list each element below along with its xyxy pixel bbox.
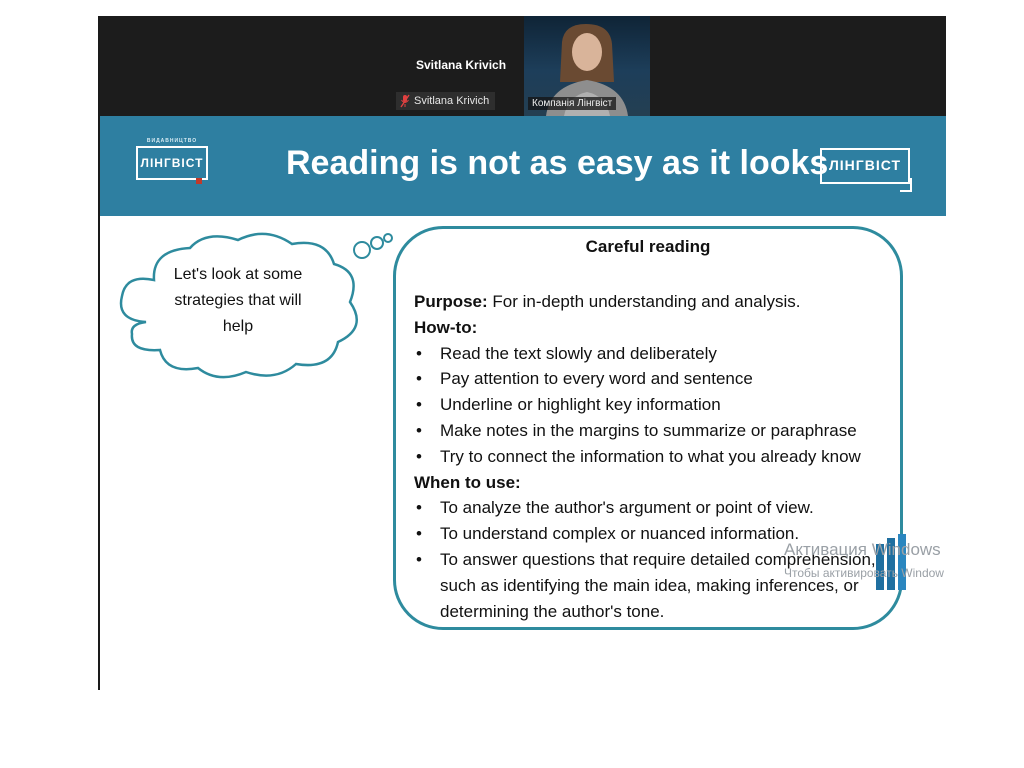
purpose-label: Purpose:	[414, 292, 488, 311]
slide-title: Reading is not as easy as it looks	[286, 144, 829, 182]
when-item-continuation: such as identifying the main idea, making inferences, or	[440, 575, 859, 595]
purpose-text: For in-depth understanding and analysis.	[487, 292, 801, 311]
shared-slide	[100, 116, 946, 690]
mic-chip-label: Svitlana Krivich	[414, 95, 490, 107]
cloud-text: Let's look at some strategies that will help	[173, 266, 303, 335]
bullet-dot: •	[416, 549, 422, 569]
howto-item-text: Read the text slowly and deliberately	[440, 343, 717, 363]
logo-left-caption: ВИДАВНИЦТВО	[146, 138, 198, 144]
when-item-text: To analyze the author's argument or point of view.	[440, 498, 814, 518]
howto-heading: How-to:	[414, 317, 478, 337]
logo-right-text: ЛІНГВІСТ	[828, 157, 902, 173]
bullet-dot: •	[416, 369, 422, 389]
list-item	[414, 444, 884, 470]
bullet-dot: •	[416, 524, 422, 544]
list-item	[414, 392, 884, 418]
windows-activation-watermark	[784, 540, 944, 580]
bullet-dot: •	[416, 498, 422, 518]
logo-left-text: ЛІНГВІСТ	[140, 156, 204, 170]
logo-left-mark	[196, 178, 202, 184]
howto-item-text: Try to connect the information to what you already know	[440, 446, 861, 466]
list-item	[414, 341, 884, 367]
publisher-logo-right	[820, 148, 910, 184]
when-item-text: To answer questions that require detailed comprehension,	[440, 549, 876, 569]
list-item	[414, 418, 884, 444]
logo-right-tail	[900, 178, 912, 192]
when-heading: When to use:	[414, 472, 521, 492]
meeting-window	[98, 16, 946, 690]
card-title: Careful reading	[585, 237, 711, 256]
publisher-logo-left	[136, 138, 208, 180]
watermark-subtitle: Чтобы активировать Window	[784, 566, 944, 580]
bullet-dot: •	[416, 420, 422, 440]
presenter-name: Svitlana Krivich	[416, 58, 507, 72]
list-item-continuation	[414, 599, 884, 625]
when-item-text: To understand complex or nuanced information.	[440, 524, 800, 544]
video-label: Компанія Лінгвіст	[528, 97, 616, 110]
participant-name-chip[interactable]	[396, 92, 495, 110]
howto-item-text: Make notes in the margins to summarize or paraphrase	[440, 420, 857, 440]
bullet-dot: •	[416, 446, 422, 466]
slide-banner	[100, 116, 946, 216]
when-item-continuation: determining the author's tone.	[440, 601, 665, 621]
howto-item-text: Pay attention to every word and sentence	[440, 369, 753, 389]
mic-muted-icon	[400, 94, 410, 108]
purpose-line	[414, 289, 884, 315]
list-item	[414, 495, 884, 521]
participant-video[interactable]	[524, 16, 650, 116]
watermark-title: Активация Windows	[784, 540, 941, 559]
howto-item-text: Underline or highlight key information	[440, 395, 721, 415]
bullet-dot: •	[416, 395, 422, 415]
bullet-dot: •	[416, 343, 422, 363]
list-item	[414, 366, 884, 392]
meeting-topbar	[100, 16, 946, 116]
